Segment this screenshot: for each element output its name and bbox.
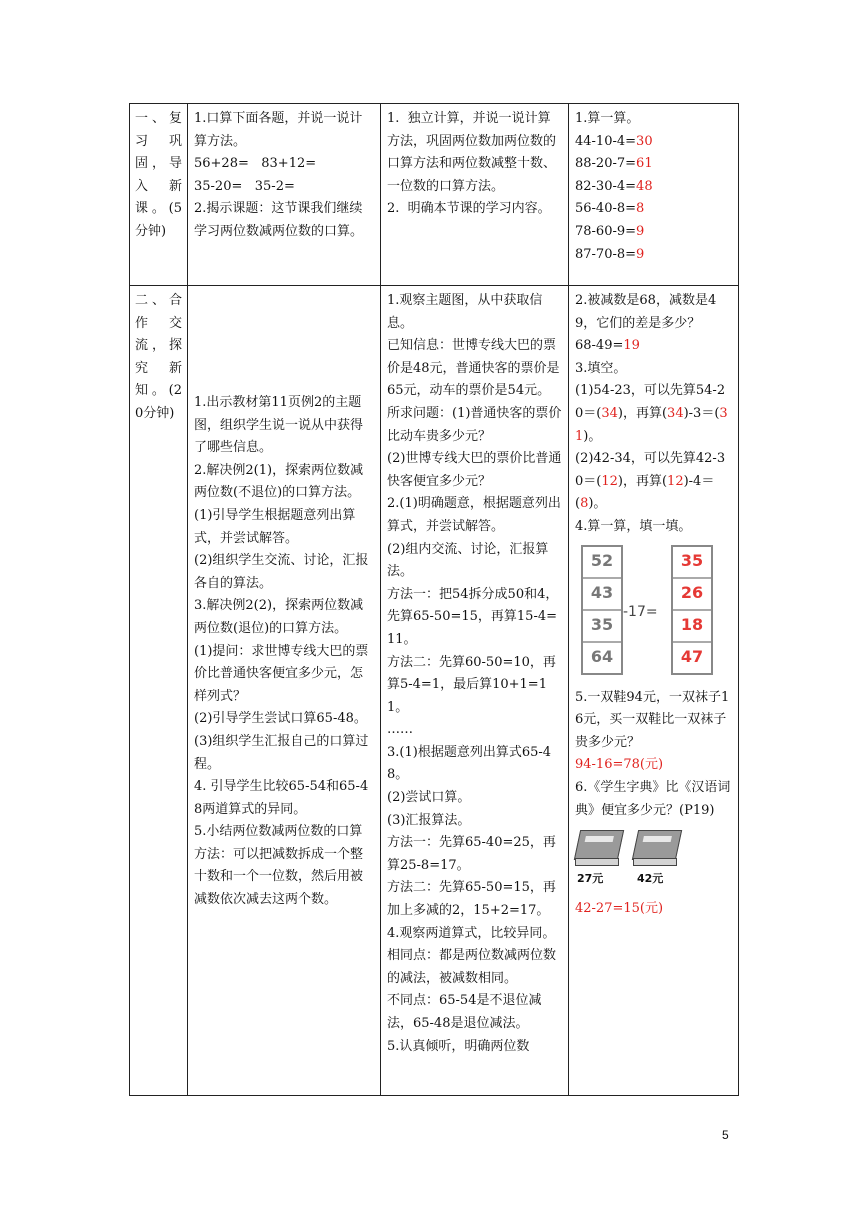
question-3a (575, 380, 732, 448)
student-step: 5.认真倾听，明确两位数 (387, 1038, 530, 1054)
stage-cell (130, 286, 188, 1096)
question-3b (575, 448, 732, 516)
question-5-answer: 94-16=78(元) (575, 757, 664, 773)
stage-cell (130, 104, 188, 286)
exercise-item (575, 198, 732, 221)
subtraction-puzzle-figure (579, 543, 729, 681)
puzzle-answer-cell: 47 (680, 647, 704, 667)
q3a-text: (1)54-23，可以先算54-20＝( (575, 383, 726, 421)
student-step: (2)世博专线大巴的票价比普通快客便宜多少元？ (387, 451, 562, 489)
puzzle-answer-cell: 18 (673, 611, 711, 643)
dictionaries-image (577, 828, 697, 888)
student-step: 方法二：先算65-50=15，再加上多减的2，15+2=17。 (387, 880, 556, 919)
teacher-step: 56+28= 83+12= (194, 156, 317, 172)
puzzle-cell: 35 (583, 611, 621, 643)
teacher-step: 2.揭示课题：这节课我们继续学习两位数减两位数的口算。 (194, 201, 364, 239)
q3a-text: )，再算( (617, 405, 668, 421)
teacher-step: 5.小结两位数减两位数的口算方法：可以把减数拆成一个整十数和一个一位数，然后用被减数依次减去这两个数。 (194, 824, 364, 908)
question-6: 6.《学生字典》比《汉语词典》便宜多少元？(P19) (575, 779, 731, 818)
exercise-answer: 30 (636, 133, 653, 149)
puzzle-operator: -17= (623, 603, 658, 620)
student-step: 1.观察主题图，从中获取信息。 (387, 293, 543, 331)
exercise-expr: 87-70-8= (575, 246, 637, 262)
exercise-answer: 8 (636, 201, 645, 217)
teacher-step: 1.口算下面各题，并说一说计算方法。 (194, 111, 363, 149)
student-step: 相同点：都是两位数减两位数的减法，被减数相同。 (387, 948, 557, 986)
question-5: 5.一双鞋94元，一双袜子16元，买一双鞋比一双袜子贵多少元？ (575, 689, 730, 750)
teacher-step: 4. 引导学生比较65-54和65-48两道算式的异同。 (194, 779, 369, 817)
q3a-answer: 31 (575, 405, 728, 444)
exercise-expr: 56-40-8= (575, 201, 637, 217)
puzzle-right-column (671, 545, 713, 675)
teacher-activity-cell (188, 104, 381, 286)
table-row (130, 104, 739, 286)
q3b-text: )，再算( (617, 473, 668, 489)
exercise-item (575, 153, 732, 176)
exercise-expr: 78-60-9= (575, 223, 637, 239)
book-icon (635, 830, 677, 866)
teacher-step: (1)引导学生根据题意列出算式，并尝试解答。 (194, 507, 356, 546)
student-step: 所求问题：(1)普通快客的票价比动车贵多少元？ (387, 405, 562, 444)
teacher-step: (2)组织学生交流、讨论，汇报各自的算法。 (194, 553, 369, 591)
student-step: (2)组内交流、讨论，汇报算法。 (387, 541, 549, 580)
student-step: 不同点：65-54是不退位减法，65-48是退位减法。 (387, 993, 542, 1031)
q3b-answer: 8 (580, 496, 589, 512)
stage-label: 一、复习巩固，导入新课。(5分钟) (135, 111, 182, 239)
q3b-text: (2)42-34，可以先算42-30＝( (575, 451, 726, 489)
book-icon (577, 830, 619, 866)
exercise-item (575, 131, 732, 154)
exercise-item (575, 221, 732, 244)
q3a-text: )-3＝( (683, 405, 720, 421)
student-step: (3)汇报算法。 (387, 812, 471, 828)
exercise-expr: 82-30-4= (575, 178, 637, 194)
exercise-title: 1.算一算。 (575, 111, 640, 126)
exercise-answer: 61 (636, 156, 653, 172)
student-activity-cell (381, 286, 569, 1096)
book-price: 42元 (637, 872, 664, 886)
student-step: 方法二：先算60-50=10，再算5-4=1，最后算10+1=11。 (387, 654, 556, 715)
question-6-answer: 42-27=15(元) (575, 901, 664, 917)
student-step: (2)尝试口算。 (387, 790, 471, 806)
puzzle-cell: 64 (590, 647, 614, 667)
teacher-step: 1.出示教材第11页例2的主题图，组织学生说一说从中获得了哪些信息。 (194, 395, 364, 456)
q3b-text: )。 (588, 496, 607, 512)
teacher-step: 3.解决例2(2)，探索两位数减两位数(退位)的口算方法。 (194, 598, 364, 636)
q3a-answer: 34 (601, 405, 618, 421)
puzzle-answer-cell: 26 (673, 579, 711, 611)
book-price: 27元 (577, 872, 604, 886)
teacher-activity-cell (188, 286, 381, 1096)
stage-label: 二、合作交流，探究新知。(20分钟) (135, 293, 182, 421)
exercise-expr: 44-10-4= (575, 133, 637, 149)
student-step: …… (387, 722, 413, 738)
puzzle-cell: 52 (583, 547, 621, 579)
student-step: 方法一：把54拆分成50和4，先算65-50=15，再算15-4=11。 (387, 586, 559, 647)
q3b-text: )-4＝( (575, 473, 715, 512)
puzzle-left-column (581, 545, 623, 675)
teacher-step: 35-20= 35-2= (194, 178, 295, 194)
lesson-plan-table (129, 103, 739, 1096)
q3a-text: )。 (583, 428, 602, 444)
exercise-answer: 48 (636, 178, 653, 194)
exercise-expr: 68-49= (575, 338, 624, 354)
teacher-step: (2)引导学生尝试口算65-48。 (194, 711, 367, 727)
exercise-answer: 9 (636, 246, 645, 262)
puzzle-cell: 43 (583, 579, 621, 611)
q3a-answer: 34 (667, 405, 684, 421)
page-number: 5 (722, 1128, 729, 1142)
student-step: 2. 明确本节课的学习内容。 (387, 201, 551, 217)
question-2: 2.被减数是68，减数是49，它们的差是多少？ (575, 293, 717, 331)
exercise-expr: 88-20-7= (575, 156, 637, 172)
student-activity-cell (381, 104, 569, 286)
puzzle-answer-cell: 35 (673, 547, 711, 579)
question-2-answer-line (575, 335, 732, 358)
q3b-answer: 12 (667, 473, 684, 489)
teacher-step: 2.解决例2(1)，探索两位数减两位数(不退位)的口算方法。 (194, 462, 364, 501)
question-3-title: 3.填空。 (575, 360, 627, 376)
student-step: 方法一：先算65-40=25，再算25-8=17。 (387, 835, 556, 873)
exercise-answer: 19 (623, 338, 640, 354)
q3b-answer: 12 (601, 473, 618, 489)
exercise-cell (569, 286, 739, 1096)
table-row (130, 286, 739, 1096)
exercise-cell (569, 104, 739, 286)
teacher-steps (194, 392, 374, 912)
exercise-item (575, 244, 732, 267)
question-4-title: 4.算一算，填一填。 (575, 518, 692, 534)
student-step: 2.(1)明确题意，根据题意列出算式，并尝试解答。 (387, 496, 561, 534)
student-step: 1. 独立计算，并说一说计算方法，巩固两位数加两位数的口算方法和两位数减整十数、一位数的口算方法。 (387, 111, 557, 194)
student-step: 已知信息：世博专线大巴的票价是48元，普通快客的票价是65元，动车的票价是54元。 (387, 338, 560, 399)
teacher-step: (3)组织学生汇报自己的口算过程。 (194, 733, 369, 772)
exercise-answer: 9 (636, 223, 645, 239)
exercise-item (575, 176, 732, 199)
student-step: 3.(1)根据题意列出算式65-48。 (387, 744, 552, 783)
student-step: 4.观察两道算式，比较异同。 (387, 925, 556, 941)
teacher-step: (1)提问：求世博专线大巴的票价比普通快客便宜多少元，怎样列式？ (194, 643, 369, 704)
